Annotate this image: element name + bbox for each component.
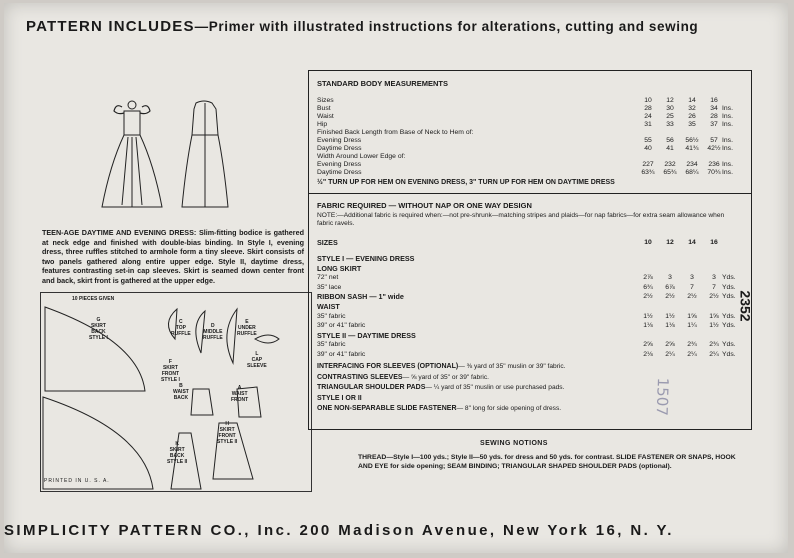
fabric-size-value: 12 bbox=[666, 239, 674, 246]
pencil-note: 1507 bbox=[652, 377, 672, 417]
fabric-unit: Yds. bbox=[722, 351, 736, 358]
measurement-value: 28 bbox=[644, 105, 652, 112]
fabric-unit: Yds. bbox=[722, 283, 736, 291]
measurement-value: 234 bbox=[686, 161, 698, 168]
measurement-value: 16 bbox=[710, 97, 718, 104]
fabric-value: 2¼ bbox=[687, 351, 697, 358]
measurement-row bbox=[317, 113, 747, 121]
fabric-unit: Yds. bbox=[722, 322, 736, 330]
fabric-label: 35" fabric bbox=[317, 312, 346, 320]
measurement-value: 28 bbox=[710, 113, 718, 120]
sewing-notions-title: SEWING NOTIONS bbox=[480, 440, 548, 447]
fabric-value: 2⅝ bbox=[643, 341, 653, 349]
fabric-extra bbox=[317, 374, 489, 382]
measurement-label: Daytime Dress bbox=[317, 145, 362, 152]
fabric-row bbox=[317, 255, 747, 263]
measurement-label: Evening Dress bbox=[317, 161, 362, 168]
fabric-unit: Yds. bbox=[722, 293, 736, 301]
fabric-extra-head: TRIANGULAR SHOULDER PADS bbox=[317, 384, 426, 392]
measurement-value: 14 bbox=[688, 97, 696, 104]
fabric-extra-text: — 8" long for side opening of dress. bbox=[456, 405, 562, 413]
box-divider bbox=[309, 193, 751, 194]
measurement-value: 41¾ bbox=[685, 145, 699, 152]
dress-sketch bbox=[100, 95, 270, 215]
measurement-label: Evening Dress bbox=[317, 137, 362, 144]
fabric-value: 2½ bbox=[709, 293, 719, 301]
header-lead: PATTERN INCLUDES bbox=[26, 18, 195, 35]
measurement-unit: Ins. bbox=[722, 121, 733, 128]
measurement-value: 57 bbox=[710, 137, 718, 144]
fabric-value: 2½ bbox=[643, 293, 653, 301]
label-g: G SKIRT BACK STYLE I bbox=[89, 317, 108, 341]
measurement-value: 63¾ bbox=[641, 169, 655, 176]
fabric-value: 1½ bbox=[709, 322, 719, 330]
publisher-footer: SIMPLICITY PATTERN CO., Inc. 200 Madison Avenue, New York 16, N. Y. bbox=[4, 522, 674, 539]
measurement-row bbox=[317, 121, 747, 129]
fabric-extra-head: CONTRASTING SLEEVES bbox=[317, 373, 403, 381]
measurement-value: 26 bbox=[688, 113, 696, 120]
fabric-size-value: 16 bbox=[710, 239, 718, 246]
pattern-number: 2352 bbox=[737, 290, 754, 322]
fabric-extra-head: ONE NON-SEPARABLE SLIDE FASTENER bbox=[317, 405, 457, 413]
fabric-label: 35" fabric bbox=[317, 341, 346, 349]
measurement-unit: Ins. bbox=[722, 105, 733, 112]
fabric-value: 1⅛ bbox=[643, 322, 653, 330]
fabric-extra-head: STYLE I OR II bbox=[317, 394, 362, 402]
measurement-row bbox=[317, 97, 747, 105]
header-rest: —Primer with illustrated instructions for alterations, cutting and sewing bbox=[194, 19, 699, 34]
fabric-label: STYLE I — EVENING DRESS bbox=[317, 254, 415, 263]
piece-f bbox=[43, 397, 153, 489]
measurement-value: 232 bbox=[664, 161, 676, 168]
fabric-extra bbox=[317, 384, 564, 392]
measurement-value: 56½ bbox=[685, 137, 699, 144]
label-e: E UNDER RUFFLE bbox=[237, 319, 257, 337]
measurement-row bbox=[317, 145, 747, 153]
measurement-value: 56 bbox=[666, 137, 674, 144]
measurement-value: 227 bbox=[642, 161, 654, 168]
label-f: F SKIRT FRONT STYLE I bbox=[161, 359, 180, 383]
fabric-row bbox=[317, 293, 747, 301]
piece-b bbox=[191, 389, 213, 415]
fabric-sizes-row bbox=[317, 239, 747, 247]
fabric-value: 2¾ bbox=[687, 341, 697, 349]
fabric-value: 2¾ bbox=[709, 341, 719, 349]
measurement-value: 40 bbox=[644, 145, 652, 152]
fabric-row bbox=[317, 303, 747, 311]
fabric-label: WAIST bbox=[317, 302, 340, 311]
measurement-unit: Ins. bbox=[722, 145, 733, 152]
measurement-value: 32 bbox=[688, 105, 696, 112]
measurements-fabric-box bbox=[308, 70, 752, 430]
piece-e bbox=[227, 309, 237, 363]
fabric-size-value: 14 bbox=[688, 239, 696, 246]
fabric-value: 1½ bbox=[665, 312, 675, 320]
measurement-value: 68¼ bbox=[685, 169, 699, 176]
measurement-value: 37 bbox=[710, 121, 718, 128]
measurement-value: 24 bbox=[644, 113, 652, 120]
measurement-label: Width Around Lower Edge of: bbox=[317, 153, 406, 160]
measurement-row bbox=[317, 105, 747, 113]
fabric-title: FABRIC REQUIRED — WITHOUT NAP OR ONE WAY DESIGN bbox=[317, 201, 532, 210]
fabric-extra-head: INTERFACING FOR SLEEVES (OPTIONAL) bbox=[317, 363, 459, 370]
fabric-value: 7 bbox=[690, 283, 694, 291]
fabric-extra bbox=[317, 405, 561, 413]
piece-l bbox=[255, 335, 279, 343]
measurement-value: 35 bbox=[688, 121, 696, 128]
measurement-value: 55 bbox=[644, 137, 652, 144]
fabric-sizes-label: SIZES bbox=[317, 238, 338, 247]
measurement-unit: Ins. bbox=[722, 161, 733, 168]
measurements-title: STANDARD BODY MEASUREMENTS bbox=[317, 79, 448, 88]
label-b: B WAIST BACK bbox=[173, 383, 189, 401]
fabric-row bbox=[317, 284, 747, 292]
label-l: L CAP SLEEVE bbox=[247, 351, 267, 369]
sketch-front-neck bbox=[128, 101, 136, 109]
label-k: K SKIRT BACK STYLE II bbox=[167, 441, 188, 465]
fabric-value: 1⅛ bbox=[665, 322, 675, 330]
fabric-value: 6¾ bbox=[643, 283, 653, 291]
fabric-value: 3 bbox=[690, 274, 694, 282]
fabric-value: 2½ bbox=[665, 293, 675, 301]
fabric-label: 35" lace bbox=[317, 283, 342, 291]
measurement-value: 30 bbox=[666, 105, 674, 112]
fabric-value: 2⅞ bbox=[643, 274, 653, 282]
fabric-unit: Yds. bbox=[722, 341, 736, 349]
measurement-value: 41 bbox=[666, 145, 674, 152]
fabric-row bbox=[317, 341, 747, 349]
measurement-label: Waist bbox=[317, 113, 334, 120]
measurement-label: Finished Back Length from Base of Neck to Hem of: bbox=[317, 129, 474, 136]
measurement-row bbox=[317, 129, 747, 137]
fabric-row bbox=[317, 265, 747, 273]
pieces-given-note: 10 PIECES GIVEN bbox=[72, 296, 115, 302]
measurement-value: 33 bbox=[666, 121, 674, 128]
fabric-unit: Yds. bbox=[722, 312, 736, 320]
printed-in-usa: PRINTED IN U. S. A. bbox=[44, 478, 110, 484]
measurement-value: 31 bbox=[644, 121, 652, 128]
style-description: TEEN-AGE DAYTIME AND EVENING DRESS: Slim-fitting bodice is gathered at neck edge and finished with double-bias binding. In Style I, evening dress, three ruffles stitched to armhole form a tiny sleeve. Skirt consists of two panels gathered along entire upper edge. Style II, daytime dress, features contrasting set-in cap sleeves. Skirt is seamed down center front and back, skirt front is gathered at the upper edge. bbox=[42, 228, 304, 285]
fabric-value: 2⅛ bbox=[643, 351, 653, 358]
fabric-value: 2½ bbox=[687, 293, 697, 301]
fabric-unit: Yds. bbox=[722, 274, 736, 282]
label-c: C TOP RUFFLE bbox=[171, 319, 191, 337]
measurement-value: 34 bbox=[710, 105, 718, 112]
pattern-includes-header bbox=[26, 18, 766, 35]
fabric-extra-text: — ⅝ yard of 35" or 39" fabric. bbox=[402, 373, 489, 381]
measurement-value: 65¾ bbox=[663, 169, 677, 176]
measurement-value: 12 bbox=[666, 97, 674, 104]
measurement-unit: Ins. bbox=[722, 137, 733, 144]
fabric-size-value: 10 bbox=[644, 239, 652, 246]
fabric-value: 1½ bbox=[643, 312, 653, 320]
fabric-label: 39" or 41" fabric bbox=[317, 322, 366, 330]
fabric-value: 1⅝ bbox=[709, 312, 719, 320]
fabric-row bbox=[317, 322, 747, 330]
hem-note: ½" TURN UP FOR HEM ON EVENING DRESS, 3" TURN UP FOR HEM ON DAYTIME DRESS bbox=[317, 179, 615, 186]
fabric-extra-text: — ¼ yard of 35" muslin or use purchased pads. bbox=[425, 384, 565, 392]
measurement-row bbox=[317, 169, 747, 177]
measurement-label: Bust bbox=[317, 105, 331, 112]
measurement-row bbox=[317, 153, 747, 161]
measurement-row bbox=[317, 137, 747, 145]
fabric-row bbox=[317, 274, 747, 282]
label-d: D MIDDLE RUFFLE bbox=[203, 323, 223, 341]
fabric-value: 2¼ bbox=[665, 351, 675, 358]
measurement-unit: Ins. bbox=[722, 169, 733, 176]
label-a: A WAIST FRONT bbox=[231, 385, 249, 403]
fabric-value: 1¼ bbox=[687, 322, 697, 330]
fabric-label: 39" or 41" fabric bbox=[317, 351, 366, 358]
fabric-value: 7 bbox=[712, 283, 716, 291]
measurement-value: 10 bbox=[644, 97, 652, 104]
fabric-row bbox=[317, 313, 747, 321]
measurement-value: 42½ bbox=[707, 145, 721, 152]
fabric-value: 6⅞ bbox=[665, 283, 675, 291]
measurement-value: 236 bbox=[708, 161, 720, 168]
fabric-value: 3 bbox=[668, 274, 672, 282]
fabric-note: NOTE:—Additional fabric is required when:—not pre-shrunk—matching stripes and plaids—for nap fabrics—for extra seam allowance when fabric ravels. bbox=[317, 212, 725, 227]
fabric-extra bbox=[317, 363, 565, 371]
sewing-notions-text: THREAD—Style I—100 yds.; Style II—50 yds. for dress and 50 yds. for contrast. SLIDE FASTENER OR SNAPS, HOOK AND EYE for side opening; SEAM BINDING; TRIANGULAR SHAPED SHOULDER PADS (optional). bbox=[358, 454, 736, 470]
fabric-label: RIBBON SASH — 1" wide bbox=[317, 292, 404, 302]
fabric-label: STYLE II — DAYTIME DRESS bbox=[317, 330, 416, 340]
measurement-value: 25 bbox=[666, 113, 674, 120]
fabric-extra bbox=[317, 395, 362, 403]
measurement-label: Daytime Dress bbox=[317, 169, 362, 176]
measurement-row bbox=[317, 161, 747, 169]
measurement-label: Sizes bbox=[317, 97, 334, 104]
fabric-label: 72" net bbox=[317, 274, 339, 282]
label-h: H SKIRT FRONT STYLE II bbox=[217, 421, 238, 445]
measurement-value: 70¾ bbox=[707, 169, 721, 176]
fabric-row bbox=[317, 351, 747, 359]
fabric-value: 2¼ bbox=[709, 351, 719, 358]
fabric-value: 1⅝ bbox=[687, 312, 697, 320]
fabric-value: 2⅝ bbox=[665, 341, 675, 349]
fabric-value: 3 bbox=[712, 274, 716, 282]
measurement-unit: Ins. bbox=[722, 113, 733, 120]
fabric-extra-text: — ⅜ yard of 35" muslin or 39" fabric. bbox=[458, 363, 566, 370]
pattern-pieces-diagram bbox=[40, 292, 312, 492]
fabric-label: LONG SKIRT bbox=[317, 263, 362, 273]
measurement-label: Hip bbox=[317, 121, 328, 128]
fabric-row bbox=[317, 332, 747, 340]
